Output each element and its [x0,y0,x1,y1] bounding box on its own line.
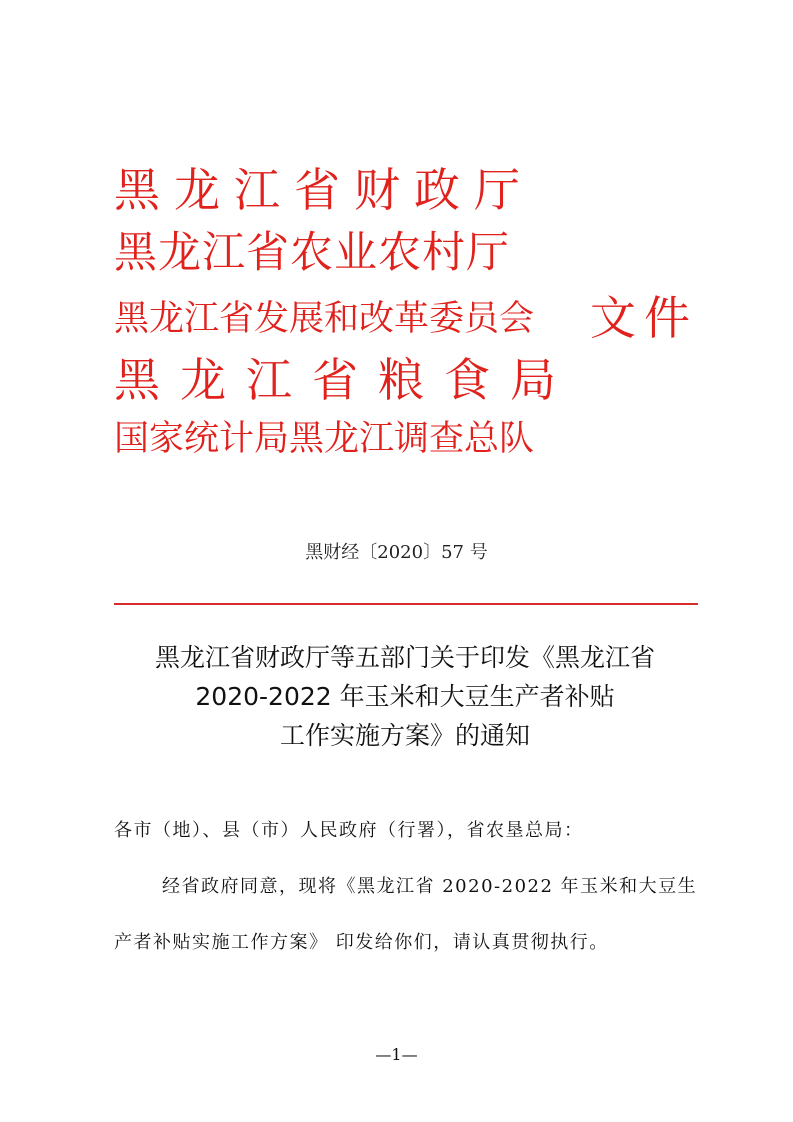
red-separator-rule [114,603,698,605]
body-paragraph-line-1: 经省政府同意，现将《黑龙江省 2020-2022 年玉米和大豆生 [162,876,698,897]
issuer-statistics-survey-team: 国家统计局黑龙江调查总队 [114,419,535,459]
issuer-grain-bureau: 黑龙江省粮食局 [114,353,576,407]
issuing-authorities-block [114,157,714,467]
title-line-2: 2020-2022 年玉米和大豆生产者补贴 [195,682,615,711]
salutation: 各市（地）、县（市）人民政府（行署），省农垦总局： [114,820,584,841]
title-line-3: 工作实施方案》的通知 [279,721,530,750]
title-line-1: 黑龙江省财政厅等五部门关于印发《黑龙江省 [154,643,655,672]
issuer-finance-department: 黑龙江省财政厅 [114,163,534,217]
document-number: 黑财经〔2020〕57 号 [305,542,488,563]
page-number: —1— [375,1045,418,1064]
document-title [100,638,710,755]
body-paragraph-line-2: 产者补贴实施工作方案》 印发给你们，请认真贯彻执行。 [114,932,609,953]
issuer-development-reform-commission: 黑龙江省发展和改革委员会 [114,299,535,339]
issuer-agriculture-department: 黑龙江省农业农村厅 [114,228,510,278]
document-type-word: 文件 [590,291,698,345]
